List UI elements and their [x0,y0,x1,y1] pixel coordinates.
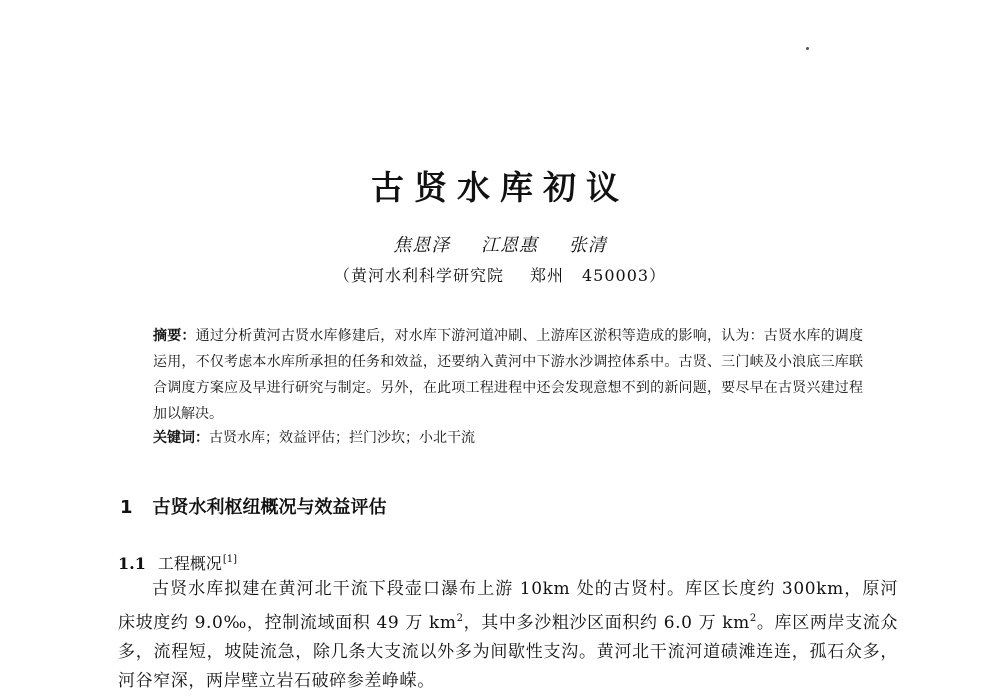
section-title: 古贤水利枢纽概况与效益评估 [152,497,387,518]
keywords [153,426,863,450]
superscript: 2 [456,613,464,624]
body-text-part: ，其中多沙粗沙区面积约 6.0 万 km [463,613,750,633]
section-heading [120,494,387,522]
keyword: ； 效益评估 [265,430,335,446]
scan-speck [806,47,809,50]
subsection-number: 1.1 [118,554,146,573]
paper-title: 古贤水库初议 [371,168,629,207]
body-paragraph [118,575,898,696]
keywords-label: 关键词： [153,430,209,446]
author-affiliation [0,264,1000,288]
affiliation-city: 郑州 [529,266,564,285]
citation-ref: [1] [222,554,238,565]
author-name: 焦恩泽 [393,235,451,256]
keyword: ； 小北干流 [405,430,475,446]
subsection-heading [118,548,237,576]
abstract-text: 通过分析黄河古贤水库修建后，对水库下游河道冲刷、上游库区淤积等造成的影响，认为：古贤水库的调度运用，不仅考虑本水库所承担的任务和效益，还要纳入黄河中下游水沙调控体系中。古贤、三门峡及小浪底三库联合调度方案应及早进行研究与制定。另外，在此项工程进程中还会发现意想不到的新问题，要尽早在古贤兴建过程加以解决。 [153,328,864,422]
affiliation-close-paren: ） [649,266,667,285]
affiliation-postcode: 450003 [581,266,650,285]
author-name: 江恩惠 [481,235,538,256]
body-text-part: 。库区两岸支流众多，流程短，坡陡流急，除几条大支流以外多为间歇性支沟。黄河北干流河道碛滩连连，孤石众多，河谷窄深，两岸壁立岩石破碎参差峥嵘。 [118,613,898,691]
author-list [0,233,1000,259]
abstract-label: 摘要： [153,328,196,344]
abstract [153,323,863,427]
affiliation-open-paren: （ [333,266,351,285]
subsection-title: 工程概况 [157,554,222,573]
body-text-part: 古贤水库拟建在黄河北干流下段壶口瀑布上游 10km 处的古贤村。库区长度约 300km，原河床坡度约 9.0‰，控制流域面积 49 万 km [118,579,898,633]
keyword: ； 拦门沙坎 [335,430,405,446]
superscript: 2 [749,613,757,624]
author-name: 张清 [568,235,607,256]
section-number: 1 [120,497,133,518]
keyword: 古贤水库 [209,430,265,446]
affiliation-org: 黄河水利科学研究院 [350,266,504,285]
